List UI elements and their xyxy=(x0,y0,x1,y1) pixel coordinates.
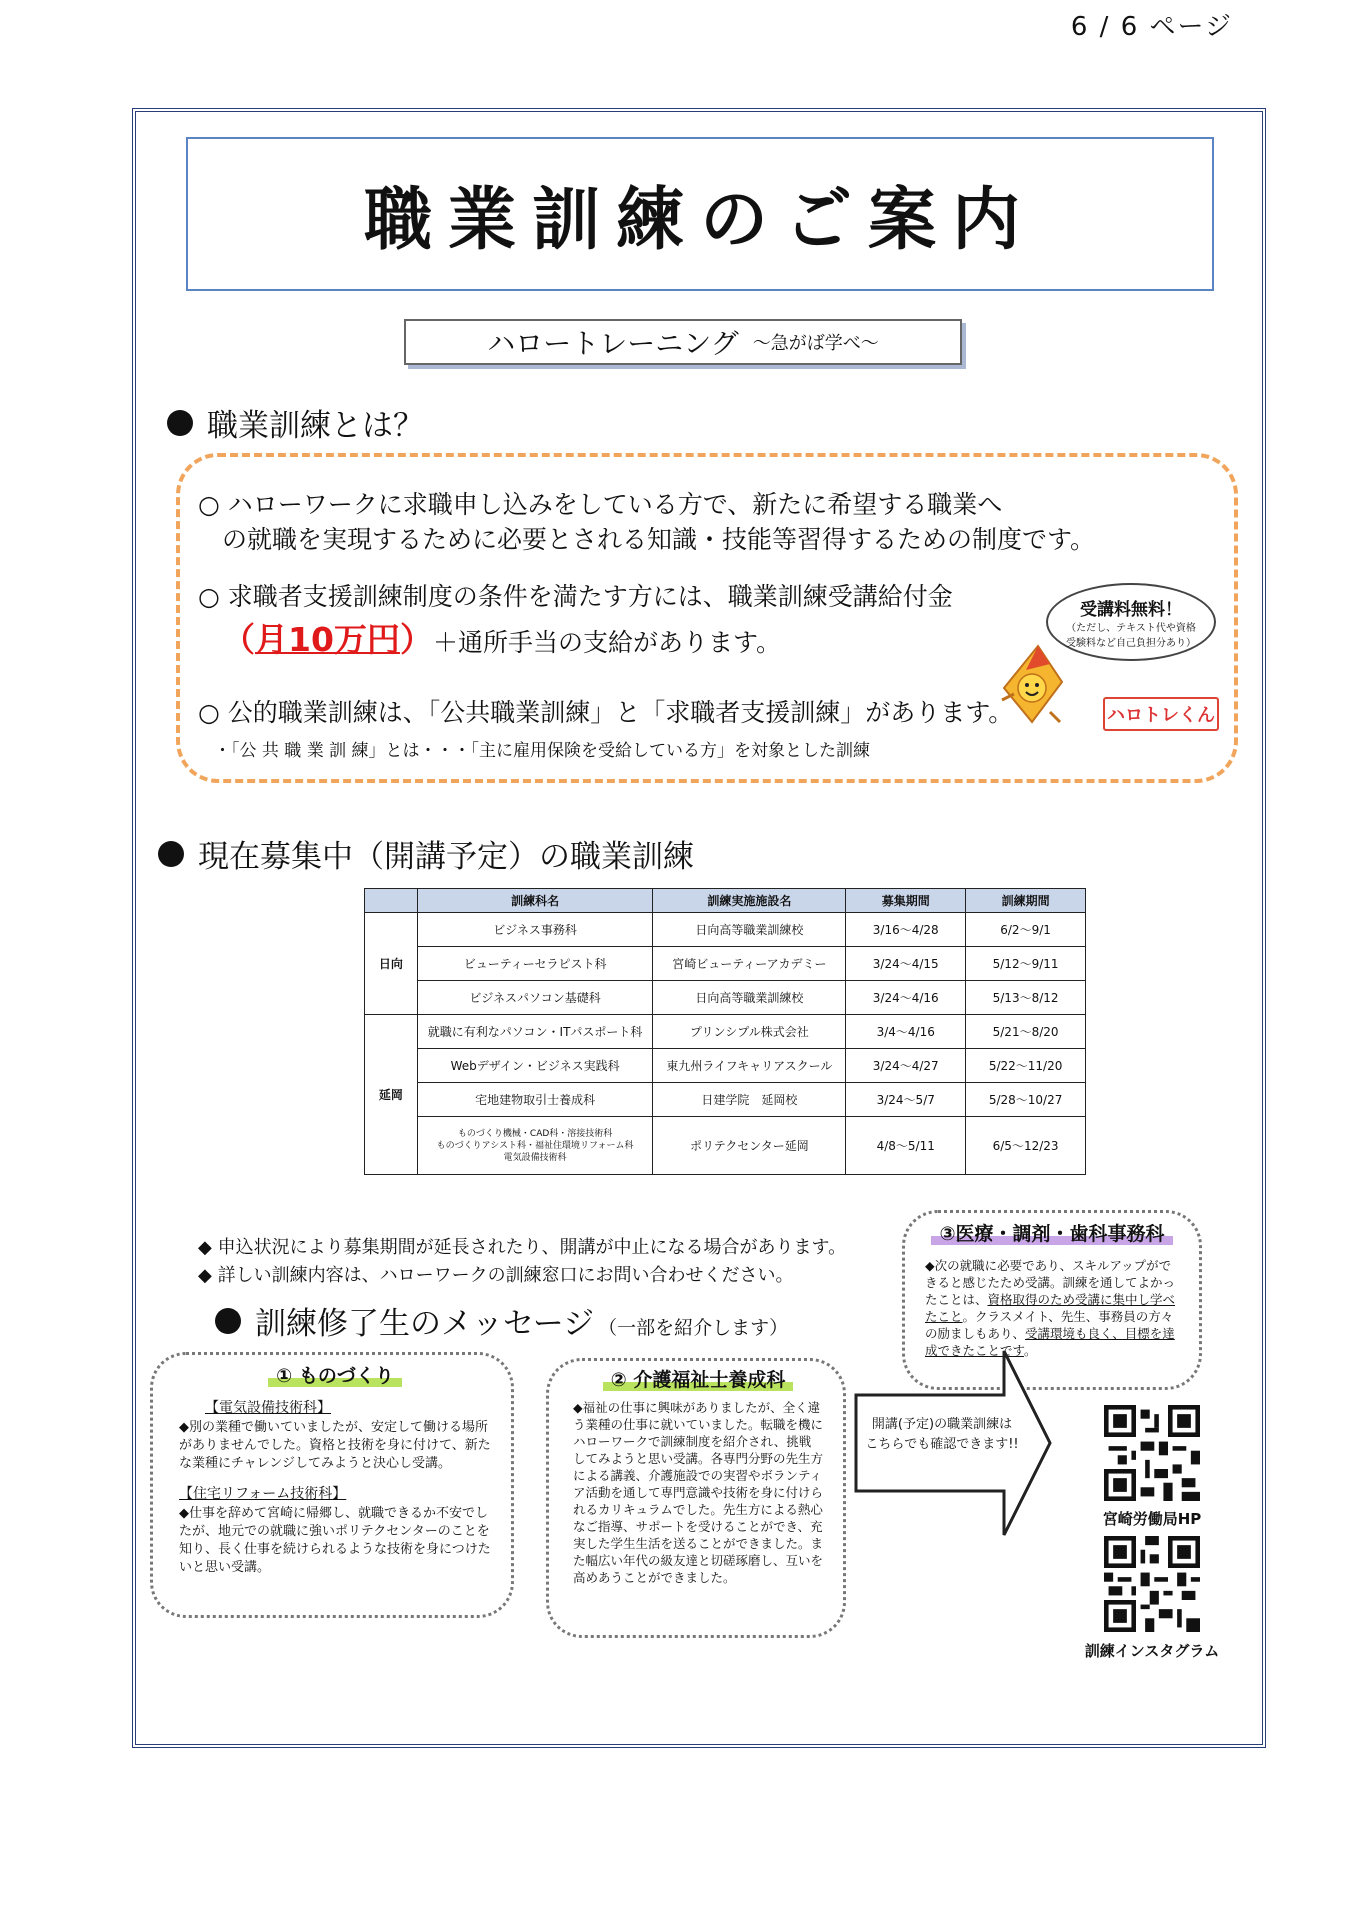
qr-hp-label: 宮崎労働局HP xyxy=(1102,1510,1202,1528)
course-cell: 宅地建物取引士養成科 xyxy=(417,1083,653,1117)
facility-cell: 日向高等職業訓練校 xyxy=(653,913,846,947)
facility-cell: 東九州ライフキャリアスクール xyxy=(653,1049,846,1083)
bubble-note-1: （ただし、テキスト代や資格 xyxy=(1066,623,1196,634)
page-number: 6 / 6 ページ xyxy=(1070,12,1233,42)
facility-cell: プリンシプル株式会社 xyxy=(653,1015,846,1049)
para3: ○ 公的職業訓練は、「公共職業訓練」と「求職者支援訓練」があります。 xyxy=(198,698,1014,727)
section3-heading-note: （一部を紹介します） xyxy=(598,1317,789,1339)
subtitle-main: ハロートレーニング xyxy=(487,327,739,360)
facility-cell: ポリテクセンター延岡 xyxy=(653,1117,846,1175)
period-cell: 5/13～8/12 xyxy=(966,981,1086,1015)
table-row xyxy=(365,1117,1086,1175)
region-nobeoka: 延岡 xyxy=(365,1015,418,1175)
section3-heading xyxy=(215,1298,788,1343)
hellotore-logo: ハロトレくん xyxy=(1103,697,1219,731)
col-facility: 訓練実施施設名 xyxy=(653,889,846,913)
card-title: ③医療・調剤・歯科事務科 xyxy=(925,1225,1179,1243)
page-title: 職業訓練のご案内 xyxy=(363,180,1036,260)
period-cell: 6/2～9/1 xyxy=(966,913,1086,947)
notice-item: ◆ 申込状況により募集期間が延長されたり、開講が中止になる場合があります。 xyxy=(198,1237,847,1258)
section1-heading xyxy=(167,400,424,445)
course-cell: 就職に有利なパソコン・ITパスポート科 xyxy=(417,1015,653,1049)
recruit-cell: 3/24～4/16 xyxy=(846,981,966,1015)
period-cell: 5/12～9/11 xyxy=(966,947,1086,981)
recruit-cell: 3/24～5/7 xyxy=(846,1083,966,1117)
bullet-dot-icon xyxy=(167,410,193,436)
bullet-dot-icon xyxy=(158,841,184,867)
message-card-monozukuri xyxy=(150,1352,514,1618)
course-cell: ビジネス事務科 xyxy=(417,913,653,947)
qr-code-hp-icon[interactable] xyxy=(1104,1405,1200,1501)
qr-instagram-label: 訓練インスタグラム xyxy=(1084,1642,1220,1660)
card-title: ① ものづくり xyxy=(179,1367,491,1385)
section2-heading xyxy=(158,831,694,876)
col-period: 訓練期間 xyxy=(966,889,1086,913)
para1-line1: ○ ハローワークに求職申し込みをしている方で、新たに希望する職業へ xyxy=(198,490,1003,519)
course-cell: Webデザイン・ビジネス実践科 xyxy=(417,1049,653,1083)
col-recruit: 募集期間 xyxy=(846,889,966,913)
period-cell: 5/21～8/20 xyxy=(966,1015,1086,1049)
qr-code-instagram-icon[interactable] xyxy=(1104,1536,1200,1632)
subtitle-box xyxy=(404,319,962,365)
recruit-cell: 4/8～5/11 xyxy=(846,1117,966,1175)
facility-cell: 宮崎ビューティーアカデミー xyxy=(653,947,846,981)
mascot-pencil-icon xyxy=(992,642,1074,732)
card-course-label: 【電気設備技術科】 xyxy=(205,1400,331,1416)
table-row xyxy=(365,981,1086,1015)
bubble-title: 受講料無料！ xyxy=(1080,600,1182,620)
card-text: ◆別の業種で働いていましたが、安定して働ける場所がありませんでした。資格と技術を身に付けて、新たな業種にチャレンジしてみようと決心し受講。 xyxy=(179,1420,491,1471)
card-text: ◆福祉の仕事に興味がありましたが、全く違う業種の仕事に就いていました。転職を機にハローワークで訓練制度を紹介され、挑戦してみようと思い受講。各専門分野の先生方による講義、介護施設での実習やボランティア活動を通して専門意識や技術を身に付けられるカリキュラムでした。先生方による熱心なご指導、サポートを受けることができ、充実した学生生活を送ることができました。また幅広い年代の級友達と切磋琢磨し、互いを高めあうことができました。 xyxy=(573,1400,824,1585)
para1-line2: の就職を実現するために必要とされる知識・技能等習得するための制度です。 xyxy=(222,525,1096,554)
notice-list xyxy=(198,1234,846,1290)
para2-line2: （月10万円）＋通所手当の支給があります。 xyxy=(222,620,781,659)
table-header-row xyxy=(365,889,1086,913)
recruit-cell: 3/4～4/16 xyxy=(846,1015,966,1049)
para2-line1: ○ 求職者支援訓練制度の条件を満たす方には、職業訓練受講給付金 xyxy=(198,582,953,611)
card-course-label: 【住宅リフォーム技術科】 xyxy=(179,1486,347,1502)
table-row xyxy=(365,947,1086,981)
card-text: ◆仕事を辞めて宮崎に帰郷し、就職できるか不安でしたが、地元での就職に強いポリテクセンターのことを知り、長く仕事を続けられるような技術を身につけたいと思い受講。 xyxy=(179,1506,491,1575)
notice-item: ◆ 詳しい訓練内容は、ハローワークの訓練窓口にお問い合わせください。 xyxy=(198,1265,794,1286)
subtitle-small: ～急がば学べ～ xyxy=(752,333,879,354)
section1-heading-text: 職業訓練とは？ xyxy=(207,408,424,444)
bubble-note-2: 受験料など自己負担分あり） xyxy=(1066,638,1196,649)
recruit-cell: 3/24～4/15 xyxy=(846,947,966,981)
period-cell: 6/5～12/23 xyxy=(966,1117,1086,1175)
message-card-care xyxy=(546,1358,846,1638)
section3-heading-text: 訓練修了生のメッセージ xyxy=(255,1306,595,1342)
course-cell: ものづくり機械・CAD科・溶接技術科 ものづくりアシスト科・福祉住環境リフォーム科 電気設備技術科 xyxy=(417,1117,653,1175)
card-title: ② 介護福祉士養成科 xyxy=(573,1371,823,1389)
bullet-dot-icon xyxy=(215,1308,241,1334)
table-row xyxy=(365,913,1086,947)
col-region xyxy=(365,889,418,913)
public-training-note: ・「公 共 職 業 訓 練」とは・・・「主に雇用保険を受給している方」を対象とした訓練 xyxy=(214,741,871,761)
recruit-cell: 3/16～4/28 xyxy=(846,913,966,947)
recruit-cell: 3/24～4/27 xyxy=(846,1049,966,1083)
col-course: 訓練科名 xyxy=(417,889,653,913)
card-text: ◆次の就職に必要であり、スキルアップができると感じたため受講。訓練を通してよかったことは、資格取得のため受講に集中し学べたこと。クラスメイト、先生、事務員の方々の励ましもあり、受講環境も良く、目標を達成できたことです。 xyxy=(925,1258,1176,1358)
course-cell: ビジネスパソコン基礎科 xyxy=(417,981,653,1015)
facility-cell: 日向高等職業訓練校 xyxy=(653,981,846,1015)
section2-heading-text: 現在募集中（開講予定）の職業訓練 xyxy=(198,839,694,875)
table-row xyxy=(365,1049,1086,1083)
facility-cell: 日建学院 延岡校 xyxy=(653,1083,846,1117)
title-box xyxy=(186,137,1214,291)
course-cell: ビューティーセラピスト科 xyxy=(417,947,653,981)
training-table xyxy=(364,888,1086,1175)
allowance-amount: 月10万円 xyxy=(255,620,400,659)
table-row xyxy=(365,1083,1086,1117)
arrow-text: 開講(予定)の職業訓練は こちらでも確認できます!! xyxy=(865,1417,1019,1452)
table-row xyxy=(365,1015,1086,1049)
period-cell: 5/28～10/27 xyxy=(966,1083,1086,1117)
period-cell: 5/22～11/20 xyxy=(966,1049,1086,1083)
region-hyuga: 日向 xyxy=(365,913,418,1015)
